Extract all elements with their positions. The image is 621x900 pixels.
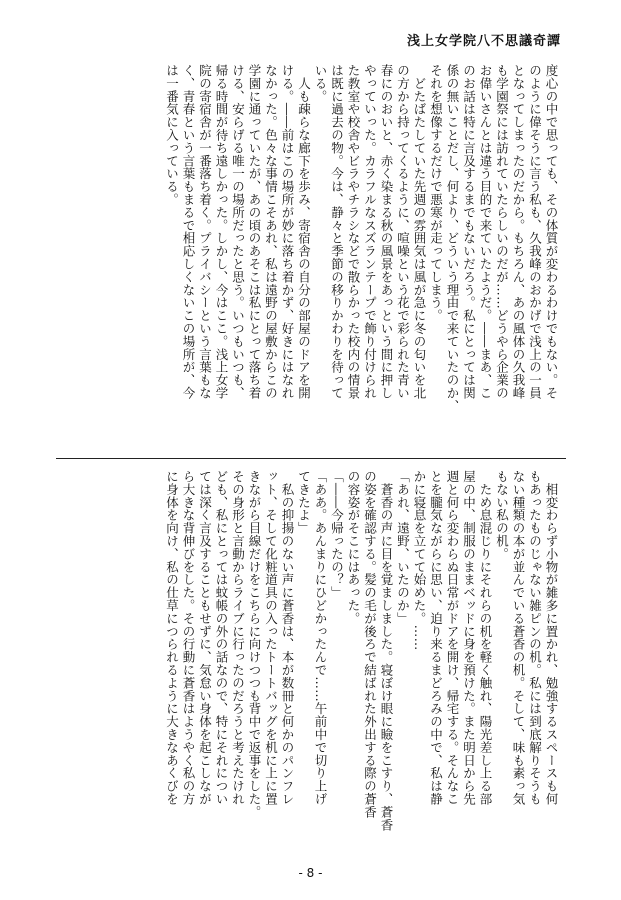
text-line: なかった。色々な事情こそあれ、私は遠野の屋敷からこの [263,64,279,400]
text-line: ット、そして化粧道具の入ったトートバッグを机に上に置 [263,470,279,806]
text-line: ける、安らげる唯一の場所だったと思う。いつもいつも、 [230,64,246,400]
text-line: 帰る時間が待ち遠しかった。しかし、今はここ。浅上女学 [214,64,229,400]
text-line: ける。――前はこの場所が妙に落ち着かず、好きにはなれ [280,64,295,400]
text-line: 週と何ら変わらぬ日常がドアを開け、帰宅する。そんなこ [445,470,460,806]
text-line: となってしまったのだから。もちろん、あの風体の久我峰 [511,64,526,400]
text-line: 「あれ、遠野、いたのか」 [395,470,411,625]
text-line: もあったものじゃない雑ピンの机。私には到底解りそうも [527,470,543,806]
text-line: きながら目線だけをこちらに向けつつも背中で返事をした。 [247,470,262,819]
text-line: ら大きな背伸びをした。その行動に蒼香はようやく私の方 [181,470,196,806]
text-line: それを想像するだけで悪寒が走ってしまう。 [428,64,444,322]
text-line: の姿を確認する。髪の毛が後ろで結ばれた外出する際の蒼香 [362,470,378,819]
text-line: 人も疎らな廊下を歩み、寄宿舎の自分の部屋のドアを開 [296,64,312,400]
text-line: 学園に通っていたが、あの頃のあそこは私にとって落ち着 [247,64,262,400]
text-line: ない種類の本が並んでいる蒼香の机。そして、味も素っ気 [511,470,526,806]
text-line: 相変わらず小物が雑多に置かれ、勉強するスペースも何 [544,470,559,806]
text-line: は既に過去の物。今は、静々と季節の移りかわりを待って [329,64,345,400]
text-line: の容姿がそこにはあった。 [346,470,361,625]
text-line: ては深く言及することもせずに、気怠い身体を起こしなが [197,470,213,806]
text-line: いる。 [313,64,328,103]
text-line: ため息混じりにそれらの机を軽く触れ、陽光差し上る部 [478,470,493,806]
text-line: も学園祭には訪れていたらしいのだが……どうやら企業の [494,64,510,400]
text-line: く、青春という言葉もまるで相応しくないこの場所が、今 [181,64,196,400]
text-line: お偉いさんとは違う目的で来ていたようだ。――まあ、こ [478,64,493,400]
text-line: のお話は特に言及するまでもないだろう。私にとっては関 [461,64,477,400]
text-line: どたばたしていた先週の雰囲気は風が急に冬の匂いを北 [412,64,427,400]
text-line: 春にのおいと、赤く染まる秋の風景をあっという間に押し [379,64,394,400]
text-line: 「――今帰ったの？」 [329,470,345,599]
text-line: やっていった。カラフルなスズランテープで飾り付けられ [362,64,378,400]
text-line: の方から持ってくるように、喧噪という花で彩られた青い [395,64,411,400]
text-line: は一番気に入っている。 [164,64,180,206]
page-number: - 8 - [298,866,323,880]
section-divider [56,458,566,459]
text-line: 院の寄宿舎が一番落ち着く。プライバシーという言葉もな [197,64,213,400]
top-text-block [163,64,559,454]
text-line: その身形と言動からライブに行ったのだろうと考えたけれ [230,470,246,806]
text-line: 屋の中、制服のままベッドに身を預けた。また明日から先 [461,470,477,806]
text-line: 度心の中で思っても、その体質が変わるわけでもない。そ [544,64,559,400]
text-line: とを朧気ながらに思い、迫り来るまどろみの中で、私は静 [428,470,444,806]
text-line: た教室や校舎やビラやチラシなどで散らかった校内の情景 [346,64,361,400]
running-header-title: 浅上女学院八不思議奇譚 [406,34,561,49]
text-line: 私の抑揚のない声に蒼香は、本が数冊と何かのパンフレ [280,470,295,806]
text-line: 「ああ。あんまりにひどかったんで……午前中で切り上げ [313,470,328,806]
text-line: 係の無いことだし、何より、どういう理由で来ていたのか、 [445,64,460,413]
text-line: かに寝息を立てて始めた。…… [412,470,427,651]
text-line: 蒼香の声に目を覚ましました。寝ぼけ眼に瞼をこすり、蒼香 [379,470,394,832]
text-line: に身体を向け、私の仕草につられるように大きなあくびを [164,470,180,806]
text-line: のように偉そうに言う私も、久我峰のおかげで浅上の一員 [527,64,543,400]
text-line: ども、私にとっては蚊帳の外の話なので、特にそれについ [214,470,229,806]
text-line: もない私の机。 [494,470,510,561]
bottom-text-block [163,470,559,850]
text-line: てきたよ」 [296,470,312,535]
